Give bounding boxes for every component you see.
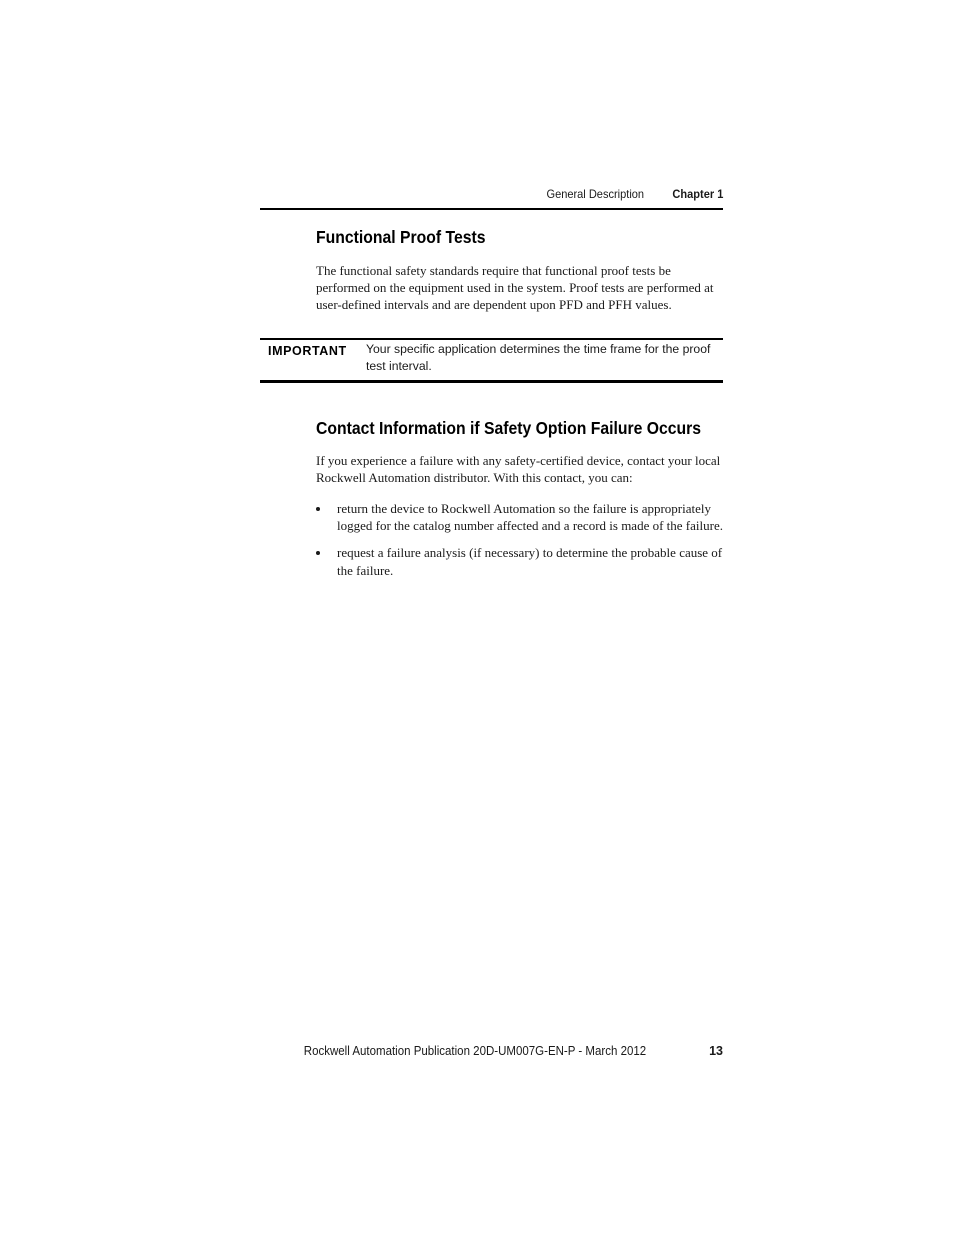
contact-information-paragraph: If you experience a failure with any safety-certified device, contact your local Rockwell Automation distributor. With this contact, you can: — [316, 453, 721, 486]
header-chapter-label: Chapter 1 — [672, 187, 723, 201]
contact-information-heading: Contact Information if Safety Option Failure Occurs — [316, 418, 702, 438]
functional-proof-tests-paragraph: The functional safety standards require that functional proof tests be performed on the equipment used in the system. Proof tests are performed at user-defined intervals and are dependent upon PFD and PFH values. — [316, 263, 714, 313]
bullet-icon — [316, 507, 320, 511]
important-top-rule — [260, 338, 723, 340]
functional-proof-tests-heading: Functional Proof Tests — [316, 227, 486, 247]
important-bottom-rule — [260, 380, 723, 383]
list-item-text: request a failure analysis (if necessary) to determine the probable cause of the failure. — [337, 545, 723, 578]
important-text: Your specific application determines the time frame for the proof test interval. — [366, 342, 711, 373]
list-item-text: return the device to Rockwell Automation so the failure is appropriately logged for the catalog number affected and a record is made of the failure. — [337, 501, 723, 534]
running-header — [260, 185, 723, 203]
list-item — [316, 544, 726, 578]
header-rule — [260, 208, 723, 210]
important-label: IMPORTANT — [268, 344, 347, 358]
bullet-icon — [316, 551, 320, 555]
list-item — [316, 500, 726, 534]
page-number: 13 — [709, 1044, 723, 1058]
footer-publication: Rockwell Automation Publication 20D-UM007G-EN-P - March 2012 — [303, 1044, 646, 1058]
contact-options-list — [316, 500, 726, 589]
header-section-name: General Description — [546, 187, 644, 201]
